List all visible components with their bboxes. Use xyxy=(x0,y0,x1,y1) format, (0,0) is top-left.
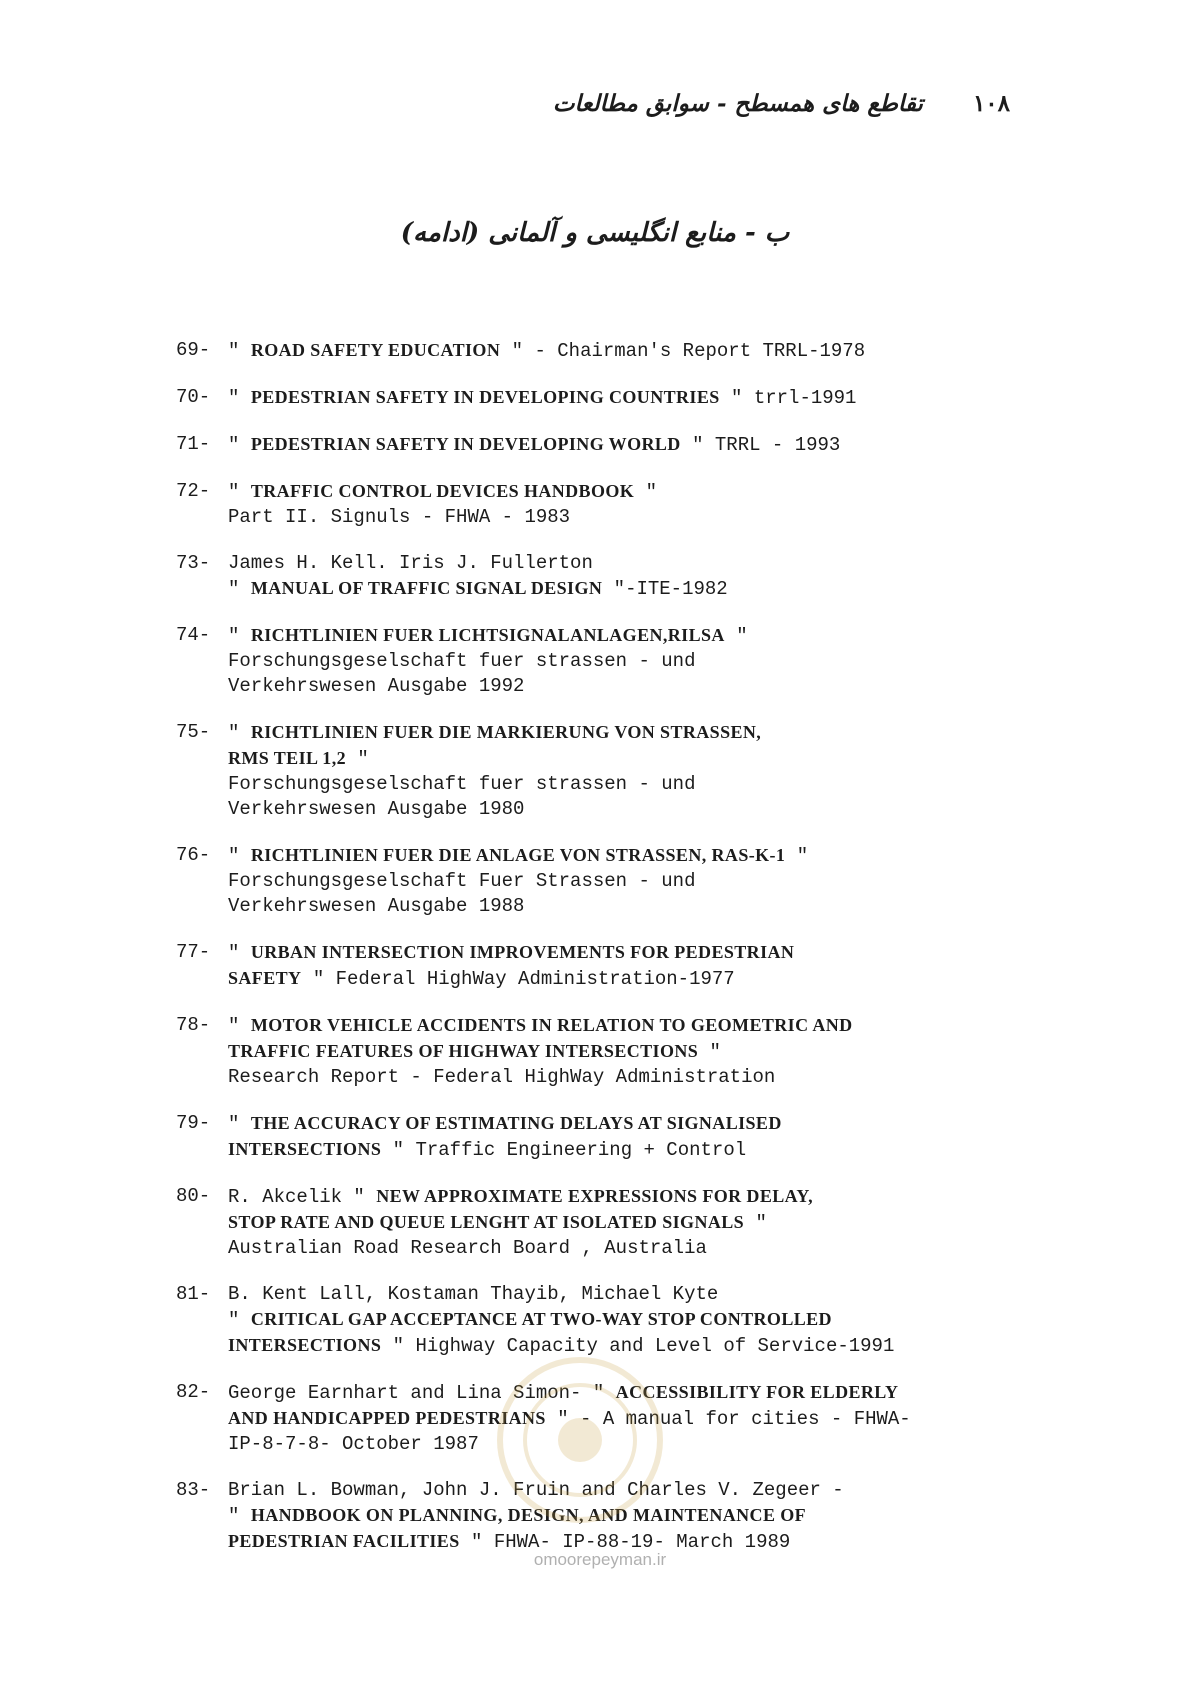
reference-line xyxy=(228,1137,976,1163)
reference-text: B. Kent Lall, Kostaman Thayib, Michael Kyte xyxy=(228,1283,719,1305)
section-title: ب - منابع انگلیسی و آلمانی (ادامه) xyxy=(400,218,790,248)
watermark-text: omoorepeyman.ir xyxy=(533,1550,667,1569)
reference-text: " xyxy=(228,1309,251,1331)
reference-number: 70- xyxy=(176,386,211,408)
reference-text: " xyxy=(228,387,251,409)
reference-title-text: RMS TEIL 1,2 xyxy=(228,748,347,768)
reference-number: 75- xyxy=(176,721,211,743)
reference-item xyxy=(176,1184,976,1261)
reference-text: " xyxy=(724,625,748,647)
reference-line xyxy=(228,843,976,869)
reference-line xyxy=(228,385,976,411)
reference-line xyxy=(228,966,976,992)
reference-item xyxy=(176,1111,976,1163)
reference-line xyxy=(228,479,976,505)
reference-body xyxy=(228,720,976,822)
reference-item xyxy=(176,720,976,822)
reference-line xyxy=(228,1210,976,1236)
reference-line xyxy=(228,1039,976,1065)
reference-number: 77- xyxy=(176,941,211,963)
reference-text: James H. Kell. Iris J. Fullerton xyxy=(228,552,593,574)
reference-text: " xyxy=(228,1113,251,1135)
reference-line xyxy=(228,1380,976,1406)
reference-body xyxy=(228,338,976,364)
reference-number: 83- xyxy=(176,1479,211,1501)
reference-line xyxy=(228,894,976,919)
reference-text: R. Akcelik " xyxy=(228,1186,377,1208)
reference-title-text: URBAN INTERSECTION IMPROVEMENTS FOR PEDESTRIAN xyxy=(250,942,795,962)
reference-text: " xyxy=(228,1505,251,1527)
reference-title-text: PEDESTRIAN SAFETY IN DEVELOPING COUNTRIES xyxy=(250,387,720,407)
reference-number: 81- xyxy=(176,1283,211,1305)
reference-item xyxy=(176,551,976,602)
reference-line xyxy=(228,797,976,822)
reference-body xyxy=(228,385,976,411)
page-header xyxy=(0,90,1010,117)
reference-title-text: PEDESTRIAN SAFETY IN DEVELOPING WORLD xyxy=(250,434,681,454)
reference-title-text: NEW APPROXIMATE EXPRESSIONS FOR DELAY, xyxy=(376,1186,814,1206)
reference-item xyxy=(176,432,976,458)
reference-title-text: RICHTLINIEN FUER DIE ANLAGE VON STRASSEN, RAS-K-1 xyxy=(250,845,786,865)
reference-line xyxy=(228,505,976,530)
reference-line xyxy=(228,1307,976,1333)
reference-line xyxy=(228,674,976,699)
reference-title-text: INTERSECTIONS xyxy=(228,1335,382,1355)
reference-item xyxy=(176,1282,976,1359)
reference-text: " xyxy=(228,942,251,964)
reference-line xyxy=(228,772,976,797)
reference-text: " TRRL - 1993 xyxy=(680,434,841,456)
reference-text: " - A manual for cities - FHWA- xyxy=(545,1408,911,1430)
reference-number: 73- xyxy=(176,552,211,574)
reference-item xyxy=(176,385,976,411)
reference-line xyxy=(228,940,976,966)
reference-item xyxy=(176,843,976,919)
reference-title-text: ROAD SAFETY EDUCATION xyxy=(250,340,501,360)
reference-number: 71- xyxy=(176,433,211,455)
reference-line xyxy=(228,1478,976,1503)
page-number: ۱۰۸ xyxy=(972,90,1010,117)
reference-line xyxy=(228,649,976,674)
reference-text: Forschungsgeselschaft fuer strassen - und xyxy=(228,773,696,795)
reference-item xyxy=(176,1380,976,1457)
reference-body xyxy=(228,1380,976,1457)
reference-text: Forschungsgeselschaft fuer strassen - und xyxy=(228,650,696,672)
reference-number: 69- xyxy=(176,339,211,361)
reference-body xyxy=(228,623,976,699)
reference-title-text: CRITICAL GAP ACCEPTANCE AT TWO-WAY STOP CONTROLLED xyxy=(250,1309,832,1329)
reference-title-text: TRAFFIC CONTROL DEVICES HANDBOOK xyxy=(250,481,635,501)
reference-title-text: THE ACCURACY OF ESTIMATING DELAYS AT SIGNALISED xyxy=(250,1113,782,1133)
reference-text: " xyxy=(228,578,251,600)
reference-title-text: TRAFFIC FEATURES OF HIGHWAY INTERSECTIONS xyxy=(228,1041,699,1061)
reference-line xyxy=(228,746,976,772)
reference-text: " xyxy=(228,434,251,456)
reference-title-text: RICHTLINIEN FUER LICHTSIGNALANLAGEN,RILSA xyxy=(250,625,725,645)
reference-text: " xyxy=(228,340,251,362)
reference-text: Verkehrswesen Ausgabe 1992 xyxy=(228,675,525,697)
reference-line xyxy=(228,1503,976,1529)
reference-item xyxy=(176,623,976,699)
reference-text: Research Report - Federal HighWay Administration xyxy=(228,1066,776,1088)
reference-body xyxy=(228,1478,976,1555)
reference-text: IP-8-7-8- October 1987 xyxy=(228,1433,479,1455)
running-title: تقاطع های همسطح - سوابق مطالعات xyxy=(552,90,923,117)
reference-line xyxy=(228,1406,976,1432)
reference-body xyxy=(228,940,976,992)
watermark xyxy=(500,1550,700,1570)
reference-line xyxy=(228,623,976,649)
reference-item xyxy=(176,1478,976,1555)
reference-text: "-ITE-1982 xyxy=(602,578,728,600)
reference-body xyxy=(228,1013,976,1090)
reference-number: 78- xyxy=(176,1014,211,1036)
reference-title-text: MOTOR VEHICLE ACCIDENTS IN RELATION TO GEOMETRIC AND xyxy=(250,1015,853,1035)
reference-text: " xyxy=(698,1041,721,1063)
reference-line xyxy=(228,720,976,746)
reference-line xyxy=(228,1013,976,1039)
reference-line xyxy=(228,1432,976,1457)
reference-title-text: MANUAL OF TRAFFIC SIGNAL DESIGN xyxy=(250,578,603,598)
reference-body xyxy=(228,1184,976,1261)
reference-title-text: AND HANDICAPPED PEDESTRIANS xyxy=(228,1408,546,1428)
reference-text: Australian Road Research Board , Australia xyxy=(228,1237,707,1259)
reference-line xyxy=(228,1236,976,1261)
reference-text: " Highway Capacity and Level of Service-1991 xyxy=(381,1335,895,1357)
reference-line xyxy=(228,869,976,894)
reference-number: 72- xyxy=(176,480,211,502)
reference-title-text: RICHTLINIEN FUER DIE MARKIERUNG VON STRASSEN, xyxy=(250,722,762,742)
reference-item xyxy=(176,1013,976,1090)
reference-text: George Earnhart and Lina Simon- " xyxy=(228,1382,616,1404)
reference-body xyxy=(228,1111,976,1163)
reference-text: Part II. Signuls - FHWA - 1983 xyxy=(228,506,571,528)
reference-text: Verkehrswesen Ausgabe 1980 xyxy=(228,798,525,820)
reference-text: " xyxy=(744,1212,767,1234)
reference-body xyxy=(228,432,976,458)
reference-text: " xyxy=(346,748,369,770)
reference-text: Forschungsgeselschaft Fuer Strassen - und xyxy=(228,870,696,892)
reference-body xyxy=(228,1282,976,1359)
reference-line xyxy=(228,1065,976,1090)
reference-text: " xyxy=(785,845,809,867)
reference-line xyxy=(228,1111,976,1137)
reference-item xyxy=(176,940,976,992)
reference-body xyxy=(228,479,976,530)
reference-number: 79- xyxy=(176,1112,211,1134)
reference-line xyxy=(228,1282,976,1307)
reference-title-text: SAFETY xyxy=(228,968,302,988)
reference-number: 74- xyxy=(176,624,211,646)
reference-text: " Traffic Engineering + Control xyxy=(381,1139,747,1161)
reference-line xyxy=(228,1333,976,1359)
reference-text: " xyxy=(634,481,657,503)
reference-line xyxy=(228,1184,976,1210)
reference-text: " xyxy=(228,481,251,503)
reference-text: " xyxy=(228,625,251,647)
reference-text: " Federal HighWay Administration-1977 xyxy=(301,968,735,990)
reference-line xyxy=(228,338,976,364)
reference-text: Verkehrswesen Ausgabe 1988 xyxy=(228,895,525,917)
reference-text: " xyxy=(228,845,251,867)
reference-number: 80- xyxy=(176,1185,211,1207)
reference-body xyxy=(228,551,976,602)
reference-text: " FHWA- IP-88-19- March 1989 xyxy=(459,1531,791,1553)
reference-text: " trrl-1991 xyxy=(719,387,857,409)
reference-line xyxy=(228,432,976,458)
reference-line xyxy=(228,551,976,576)
reference-title-text: INTERSECTIONS xyxy=(228,1139,382,1159)
reference-number: 76- xyxy=(176,844,211,866)
reference-number: 82- xyxy=(176,1381,211,1403)
reference-item xyxy=(176,479,976,530)
reference-list xyxy=(176,338,976,1576)
reference-text: " xyxy=(228,1015,251,1037)
reference-title-text: HANDBOOK ON PLANNING, DESIGN, AND MAINTENANCE OF xyxy=(250,1505,807,1525)
reference-title-text: PEDESTRIAN FACILITIES xyxy=(228,1531,460,1551)
reference-title-text: ACCESSIBILITY FOR ELDERLY xyxy=(615,1382,899,1402)
reference-body xyxy=(228,843,976,919)
reference-text: " xyxy=(228,722,251,744)
reference-item xyxy=(176,338,976,364)
reference-line xyxy=(228,576,976,602)
reference-text: " - Chairman's Report TRRL-1978 xyxy=(500,340,866,362)
reference-title-text: STOP RATE AND QUEUE LENGHT AT ISOLATED SIGNALS xyxy=(228,1212,745,1232)
reference-text: Brian L. Bowman, John J. Fruin and Charles V. Zegeer - xyxy=(228,1479,844,1501)
